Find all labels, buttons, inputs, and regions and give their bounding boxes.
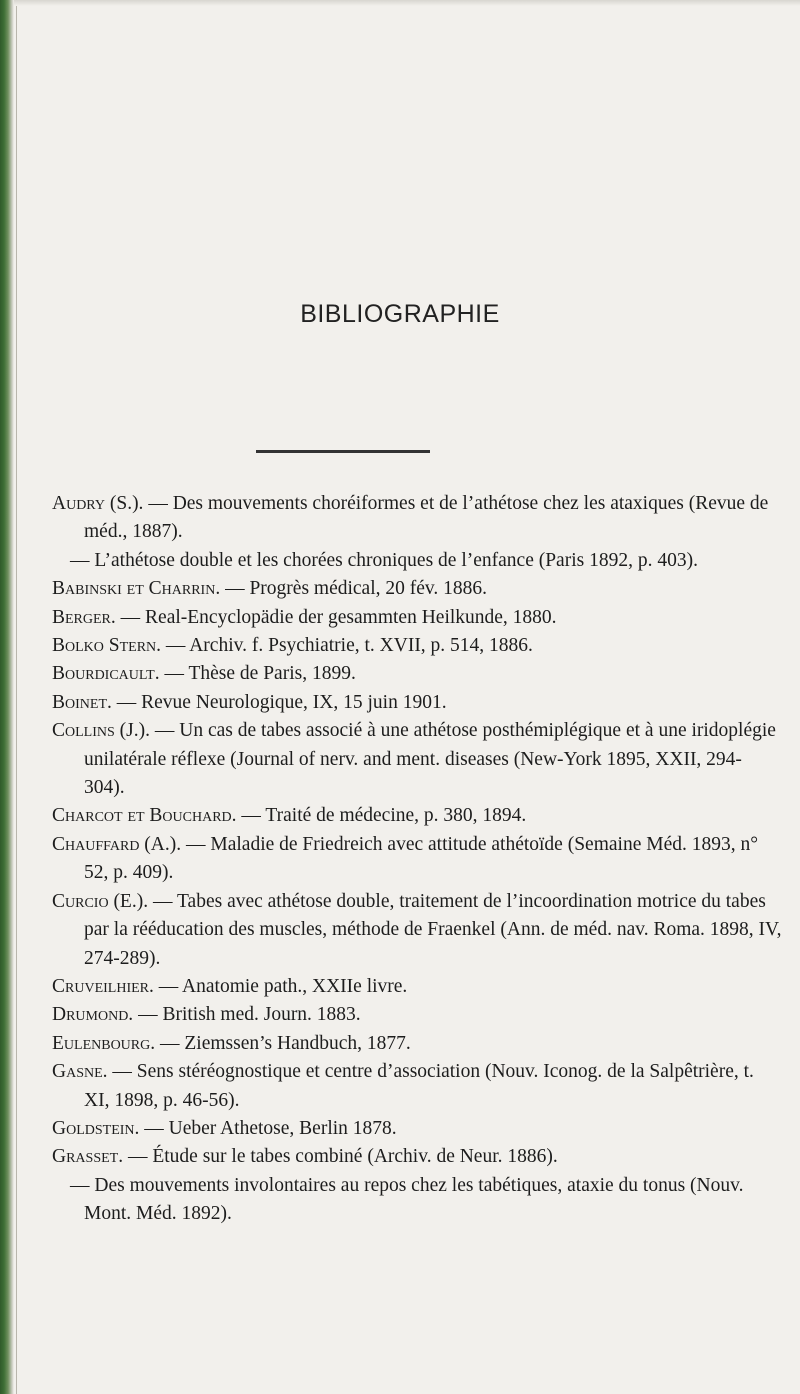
- bibliography-entry: [52, 547, 782, 575]
- entry-text: — Traité de médecine, p. 380, 1894.: [236, 805, 527, 827]
- entry-author: Gasne.: [52, 1061, 108, 1083]
- bibliography-entry: [52, 1001, 782, 1029]
- entry-author: Audry (S.).: [52, 493, 144, 514]
- book-spine: [0, 0, 14, 1394]
- entry-text: — Anatomie path., XXIIe livre.: [153, 975, 408, 997]
- bibliography-entry: [52, 1058, 782, 1115]
- bibliography-entry: [52, 1143, 782, 1171]
- entry-author: Grasset.: [52, 1146, 124, 1168]
- bibliography-entry: [52, 888, 782, 973]
- entry-text: — Real-Encyclopädie der gesammten Heilkunde, 1880.: [115, 606, 557, 628]
- entry-text: — Revue Neurologique, IX, 15 juin 1901.: [111, 691, 447, 713]
- entry-text: — Un cas de tabes associé à une athétose posthémiplégique et à une iridoplégie unilatérale réflexe (Journal of nerv. and ment. diseases (New-York 1895, XXII, 294-304).: [84, 720, 776, 799]
- bibliography-entry: [52, 632, 782, 660]
- entry-text: — Tabes avec athétose double, traitement de l’incoordination motrice du tabes par la rééducation des muscles, méthode de Fraenkel (Ann. de méd. nav. Roma. 1898, IV, 274-289).: [84, 890, 782, 969]
- bibliography-entry: [52, 1115, 782, 1143]
- entry-author: Collins (J.).: [52, 720, 150, 742]
- bibliography-entry: [52, 660, 782, 688]
- bibliography-entry: [52, 575, 782, 603]
- bibliography-entry: [52, 717, 782, 802]
- page-title: BIBLIOGRAPHIE: [300, 300, 500, 328]
- entry-text: — Archiv. f. Psychiatrie, t. XVII, p. 514, 1886.: [161, 635, 533, 657]
- entry-author: Cruveilhier.: [52, 975, 154, 997]
- entry-text: — Maladie de Friedreich avec attitude athétoïde (Semaine Méd. 1893, n° 52, p. 409).: [84, 833, 759, 884]
- bibliography-entry: [52, 1172, 782, 1229]
- entry-text: — Ziemssen’s Handbuch, 1877.: [155, 1032, 411, 1054]
- entry-text: — Étude sur le tabes combiné (Archiv. de Neur. 1886).: [123, 1146, 558, 1168]
- bibliography-entry: [52, 1030, 782, 1058]
- entry-author: Chauffard (A.).: [52, 833, 182, 855]
- entry-author: Eulenbourg.: [52, 1032, 156, 1054]
- entry-author: Drumond.: [52, 1004, 134, 1026]
- entry-text: — British med. Journ. 1883.: [133, 1004, 361, 1026]
- page-top-edge: [14, 0, 800, 6]
- entry-text: — Des mouvements choréiformes et de l’athétose chez les ataxiques (Revue de méd., 1887).: [84, 493, 769, 543]
- entry-text: — Thèse de Paris, 1899.: [159, 663, 356, 685]
- entry-author: Goldstein.: [52, 1117, 140, 1139]
- entry-author: Bolko Stern.: [52, 635, 162, 657]
- entry-text: — Des mouvements involontaires au repos chez les tabétiques, ataxie du tonus (Nouv. Mont. Méd. 1892).: [70, 1174, 744, 1225]
- bibliography-entry: [52, 973, 782, 1001]
- entry-author: Boinet.: [52, 691, 112, 713]
- entry-text: — L’athétose double et les chorées chroniques de l’enfance (Paris 1892, p. 403).: [70, 549, 698, 571]
- bibliography-entry: [52, 689, 782, 717]
- entry-text: — Progrès médical, 20 fév. 1886.: [220, 578, 488, 600]
- title-rule: [256, 450, 430, 453]
- entry-author: Berger.: [52, 606, 116, 628]
- entry-text: — Ueber Athetose, Berlin 1878.: [139, 1117, 397, 1139]
- entry-author: Babinski et Charrin.: [52, 578, 221, 600]
- bibliography-entry: [52, 802, 782, 830]
- bibliography-entry: [52, 490, 782, 547]
- entry-author: Bourdicault.: [52, 663, 160, 685]
- bibliography-entry: [52, 831, 782, 888]
- bibliography-entry: [52, 604, 782, 632]
- gutter-line: [16, 0, 17, 1394]
- entry-author: Charcot et Bouchard.: [52, 805, 237, 827]
- entry-text: — Sens stéréognostique et centre d’association (Nouv. Iconog. de la Salpêtrière, t. XI, 1898, p. 46-56).: [84, 1061, 754, 1111]
- bibliography-list: [52, 490, 782, 1229]
- entry-author: Curcio (E.).: [52, 890, 149, 912]
